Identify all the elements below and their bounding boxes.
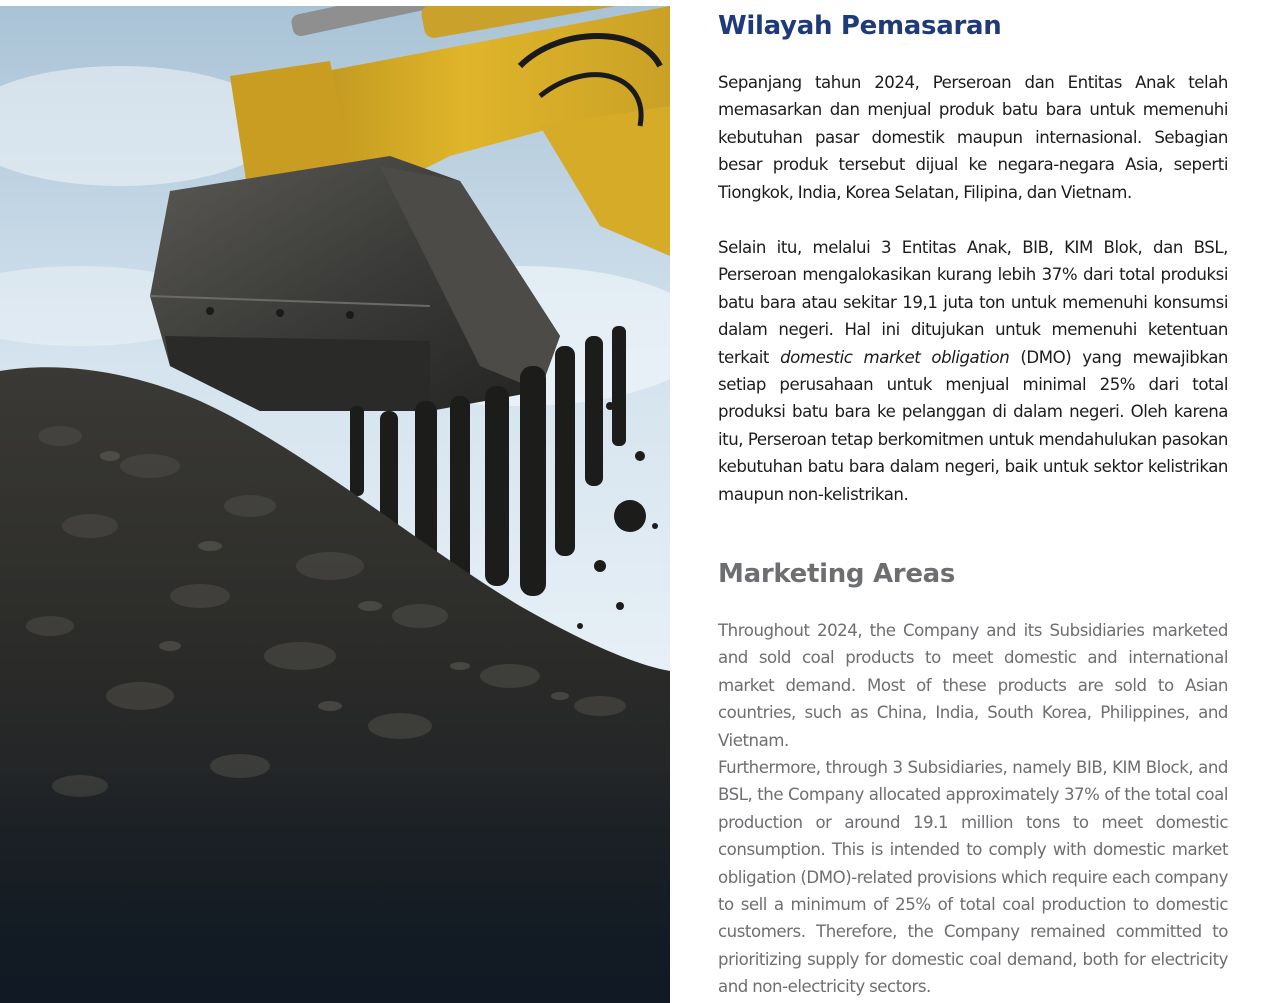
paragraph-id-2-after: (DMO) yang mewajibkan setiap perusahaan untuk menjual minimal 25% dari total produksi batu bara ke pelanggan di dalam negeri. Oleh karena itu, Perseroan tetap berkomitmen untuk mendahulukan pasokan kebutuhan batu bara dalam negeri, baik untuk sektor kelistrikan maupun non-kelistrikan. [718,347,1228,504]
paragraph-id-2-term: domestic market obligation [780,347,1010,367]
paragraph-en-1: Throughout 2024, the Company and its Subsidiaries marketed and sold coal products to meet domestic and international market demand. Most of these products are sold to Asian countries, such as China, India, South Korea, Philippines, and Vietnam. [718,621,1228,750]
paragraph-id-2-before: Selain itu, melalui 3 Entitas Anak, BIB, KIM Blok, dan BSL, Perseroan mengalokasikan kurang lebih 37% dari total produksi batu bara atau sekitar 19,1 juta ton untuk memenuhi konsumsi dalam negeri. Hal ini ditujukan untuk memenuhi ketentuan terkait [718,238,1228,367]
paragraph-id-2 [718,234,1228,508]
paragraph-id-1: Sepanjang tahun 2024, Perseroan dan Entitas Anak telah memasarkan dan menjual produk batu bara untuk memenuhi kebutuhan pasar domestik maupun internasional. Sebagian besar produk tersebut dijual ke negara-negara Asia, seperti Tiongkok, India, Korea Selatan, Filipina, dan Vietnam. [718,73,1228,202]
heading-wilayah-pemasaran: Wilayah Pemasaran [718,11,1002,41]
photo-illustration [0,6,670,1003]
excavator-coal-photo [0,6,670,1003]
heading-marketing-areas: Marketing Areas [718,559,956,589]
paragraph-en-2: Furthermore, through 3 Subsidiaries, namely BIB, KIM Block, and BSL, the Company allocated approximately 37% of the total coal production or around 19.1 million tons to meet domestic consumption. This is intended to comply with domestic market obligation (DMO)-related provisions which require each company to sell a minimum of 25% of total coal production to domestic customers. Therefore, the Company remained committed to prioritizing supply for domestic coal demand, both for electricity and non-electricity sectors. [718,758,1228,997]
